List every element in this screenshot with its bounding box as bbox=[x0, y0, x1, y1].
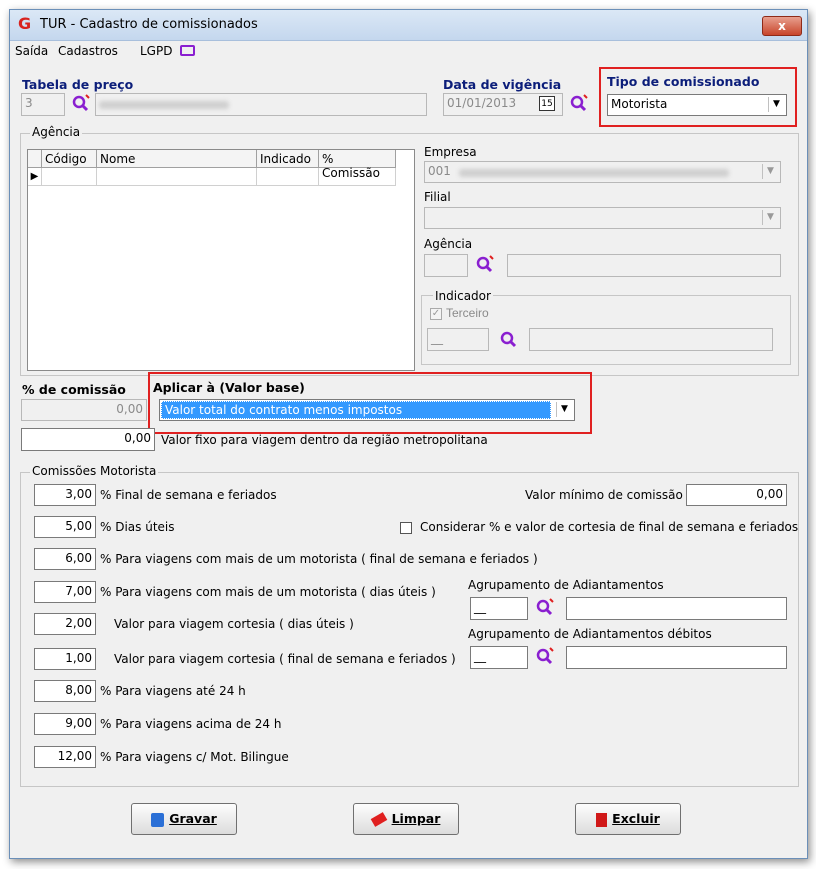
table-cell[interactable] bbox=[97, 168, 257, 186]
close-button[interactable]: x bbox=[762, 16, 802, 36]
gravar-button[interactable] bbox=[131, 803, 237, 835]
menu-lgpd[interactable]: LGPD bbox=[140, 44, 173, 58]
comissao-row-label: % Para viagens com mais de um motorista ( final de semana e feriados ) bbox=[100, 552, 538, 566]
comissao-input[interactable]: 12,00 bbox=[34, 746, 96, 768]
tabela-code-field[interactable]: 3 bbox=[21, 93, 65, 116]
table-cell[interactable] bbox=[42, 168, 97, 186]
search-icon[interactable] bbox=[72, 94, 90, 112]
tipo-label: Tipo de comissionado bbox=[607, 74, 760, 89]
calendar-icon[interactable]: 15 bbox=[539, 96, 555, 111]
agencia-field-label: Agência bbox=[424, 237, 473, 251]
agrup2-code-field[interactable]: __ bbox=[470, 646, 528, 669]
empresa-code: 001 bbox=[428, 164, 451, 178]
menu-saida[interactable]: Saída bbox=[15, 44, 49, 58]
comissao-row-label: % Dias úteis bbox=[100, 520, 175, 534]
eraser-icon bbox=[370, 812, 387, 827]
search-icon[interactable] bbox=[536, 647, 554, 665]
comissao-field[interactable]: 0,00 bbox=[21, 399, 147, 421]
indicador-code-field[interactable]: __ bbox=[427, 328, 489, 351]
comissao-row-label: % Para viagens acima de 24 h bbox=[100, 717, 282, 731]
comissao-row-label: Valor para viagem cortesia ( dias úteis ) bbox=[114, 617, 354, 631]
excluir-label: Excluir bbox=[612, 811, 660, 826]
table-cell[interactable] bbox=[319, 168, 396, 186]
tabela-name-field[interactable] bbox=[95, 93, 427, 116]
gravar-label: Gravar bbox=[169, 811, 217, 826]
comissao-input[interactable]: 5,00 bbox=[34, 516, 96, 538]
considerar-checkbox[interactable] bbox=[400, 522, 412, 534]
vigencia-label: Data de vigência bbox=[443, 77, 562, 92]
valor-minimo-label: Valor mínimo de comissão bbox=[525, 488, 683, 502]
agencia-group-title: Agência bbox=[32, 125, 81, 139]
chevron-down-icon[interactable]: ▼ bbox=[762, 164, 778, 179]
save-icon bbox=[151, 813, 164, 827]
tipo-select-value: Motorista bbox=[611, 97, 668, 111]
considerar-label: Considerar % e valor de cortesia de final de semana e feriados bbox=[420, 520, 799, 534]
chevron-down-icon[interactable]: ▼ bbox=[768, 97, 784, 112]
comissao-input[interactable]: 9,00 bbox=[34, 713, 96, 735]
empresa-select[interactable] bbox=[424, 161, 781, 183]
column-header-nome[interactable]: Nome bbox=[97, 150, 257, 168]
comissao-row-label: Valor para viagem cortesia ( final de semana e feriados ) bbox=[114, 652, 456, 666]
valor-fixo-label: Valor fixo para viagem dentro da região metropolitana bbox=[161, 433, 488, 447]
limpar-label: Limpar bbox=[391, 811, 441, 826]
terceiro-checkbox[interactable]: ✓ bbox=[431, 308, 441, 319]
comissao-input[interactable]: 1,00 bbox=[34, 648, 96, 670]
search-icon[interactable] bbox=[536, 598, 554, 616]
title-bar[interactable] bbox=[10, 10, 807, 41]
comissao-row-label: % Final de semana e feriados bbox=[100, 488, 277, 502]
menu-cadastros[interactable]: Cadastros bbox=[58, 44, 118, 58]
agencia-table[interactable] bbox=[27, 149, 415, 371]
agrup1-code-field[interactable]: __ bbox=[470, 597, 528, 620]
column-header-comissao[interactable]: % Comissão bbox=[319, 150, 396, 168]
valor-minimo-field[interactable]: 0,00 bbox=[686, 484, 787, 506]
comissao-row-label: % Para viagens com mais de um motorista ( dias úteis ) bbox=[100, 585, 436, 599]
comissao-input[interactable]: 3,00 bbox=[34, 484, 96, 506]
filial-label: Filial bbox=[424, 190, 451, 204]
comissao-row-label: % Para viagens até 24 h bbox=[100, 684, 246, 698]
row-pointer-icon: ▶ bbox=[28, 168, 42, 186]
agrup2-name-field[interactable] bbox=[566, 646, 787, 669]
indicador-group-title: Indicador bbox=[435, 289, 491, 303]
window-title: TUR - Cadastro de comissionados bbox=[40, 17, 258, 32]
monitor-icon[interactable] bbox=[180, 45, 195, 56]
tabela-label: Tabela de preço bbox=[22, 77, 134, 92]
agrup1-label: Agrupamento de Adiantamentos bbox=[468, 578, 664, 592]
tipo-select[interactable] bbox=[607, 94, 787, 116]
excluir-button[interactable] bbox=[575, 803, 681, 835]
comissao-input[interactable]: 7,00 bbox=[34, 581, 96, 603]
menu-bar bbox=[10, 41, 807, 61]
aplicar-select[interactable] bbox=[159, 399, 575, 421]
window bbox=[9, 9, 808, 859]
column-header-codigo[interactable]: Código bbox=[42, 150, 97, 168]
agrup1-name-field[interactable] bbox=[566, 597, 787, 620]
comissao-row-label: % Para viagens c/ Mot. Bilingue bbox=[100, 750, 289, 764]
comissao-input[interactable]: 8,00 bbox=[34, 680, 96, 702]
valor-fixo-field[interactable]: 0,00 bbox=[21, 428, 155, 451]
column-header-indicado[interactable]: Indicado bbox=[257, 150, 319, 168]
chevron-down-icon[interactable]: ▼ bbox=[556, 402, 572, 417]
table-cell[interactable] bbox=[257, 168, 319, 186]
search-icon[interactable] bbox=[476, 255, 494, 273]
agrup2-label: Agrupamento de Adiantamentos débitos bbox=[468, 627, 712, 641]
app-logo-icon: G bbox=[18, 14, 32, 33]
table-header-selector bbox=[28, 150, 42, 168]
comissao-label: % de comissão bbox=[22, 382, 126, 397]
comissao-input[interactable]: 6,00 bbox=[34, 548, 96, 570]
indicador-name-field[interactable] bbox=[529, 328, 773, 351]
aplicar-label: Aplicar à (Valor base) bbox=[153, 380, 305, 395]
vigencia-date-field[interactable]: 01/01/2013 bbox=[443, 93, 563, 116]
empresa-label: Empresa bbox=[424, 145, 477, 159]
comissao-input[interactable]: 2,00 bbox=[34, 613, 96, 635]
filial-select[interactable] bbox=[424, 207, 781, 229]
trash-icon bbox=[596, 813, 607, 827]
search-icon[interactable] bbox=[500, 330, 518, 348]
chevron-down-icon[interactable]: ▼ bbox=[762, 210, 778, 225]
search-icon[interactable] bbox=[570, 94, 588, 112]
limpar-button[interactable] bbox=[353, 803, 459, 835]
aplicar-select-value: Valor total do contrato menos impostos bbox=[161, 401, 551, 419]
motorista-group-title: Comissões Motorista bbox=[32, 464, 157, 478]
terceiro-label: Terceiro bbox=[446, 306, 489, 320]
agencia-name-field[interactable] bbox=[507, 254, 781, 277]
agencia-code-field[interactable] bbox=[424, 254, 468, 277]
